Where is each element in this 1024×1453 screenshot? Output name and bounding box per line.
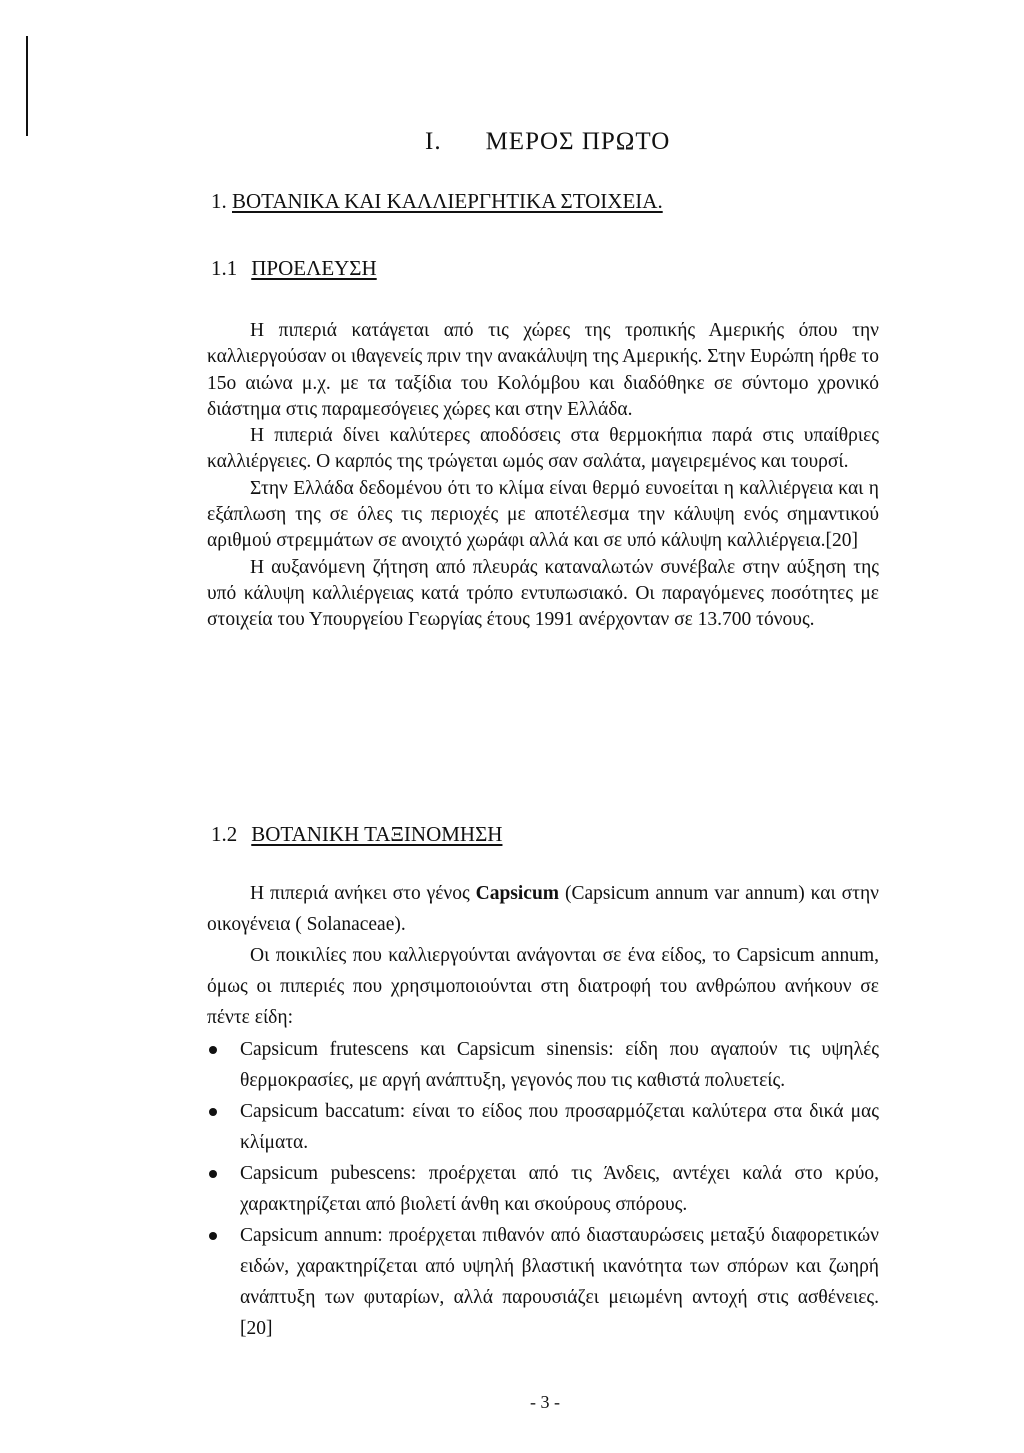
part-number: I.	[425, 128, 442, 155]
list-item-text: Capsicum pubescens: προέρχεται από τις Άνδεις, αντέχει καλά στο κρύο, χαρακτηρίζεται από βιολετί άνθη και σκούρους σπόρους.	[240, 1163, 879, 1215]
bullet-icon	[209, 1046, 217, 1054]
section-number: 1.2	[211, 822, 238, 846]
list-item	[207, 1158, 879, 1220]
bullet-icon	[209, 1108, 217, 1116]
paragraph: Οι ποικιλίες που καλλιεργούνται ανάγονται σε ένα είδος, το Capsicum annum, όμως οι πιπεριές που χρησιμοποιούνται στη διατροφή του ανθρώπου ανήκουν σε πέντε είδη:	[207, 945, 879, 1028]
chapter-title: ΒΟΤΑΝΙΚΑ ΚΑΙ ΚΑΛΛΙΕΡΓΗΤΙΚΑ ΣΤΟΙΧΕΙΑ.	[232, 189, 663, 213]
list-item	[207, 1034, 879, 1096]
page-number: - 3 -	[530, 1392, 560, 1412]
section-heading-origin	[211, 256, 377, 281]
section-heading-taxonomy	[211, 822, 502, 847]
part-title: ΜΕΡΟΣ ΠΡΩΤΟ	[485, 128, 671, 155]
paragraph: Η αυξανόμενη ζήτηση από πλευράς καταναλωτών συνέβαλε στην αύξηση της υπό κάλυψη καλλιέργειας κατά τρόπο εντυπωσιακό. Οι παραγόμενες ποσότητες με στοιχεία του Υπουργείου Γεωργίας έτους 1991 ανέρχονταν σε 13.700 τόνους.	[207, 556, 879, 631]
taxonomy-section-body	[207, 878, 879, 1033]
list-item-text: Capsicum frutescens και Capsicum sinensis: είδη που αγαπούν τις υψηλές θερμοκρασίες, με αργή ανάπτυξη, γεγονός που τις καθιστά πολυετείς.	[240, 1039, 879, 1091]
paragraph	[207, 878, 879, 940]
origin-section-body	[207, 318, 879, 634]
paragraph: Η πιπεριά κατάγεται από τις χώρες της τροπικής Αμερικής όπου την καλλιεργούσαν οι ιθαγενείς πριν την ανακάλυψη της Αμερικής. Στην Ευρώπη ήρθε το 15ο αιώνα μ.χ. με τα ταξίδια του Κολόμβου και διαδόθηκε σε σύντομο χρονικό διάστημα στις παραμεσόγειες χώρες και στην Ελλάδα.	[207, 320, 879, 420]
species-list	[207, 1034, 879, 1344]
intro-text: Η πιπεριά ανήκει στο γένος	[250, 883, 470, 904]
bullet-icon	[209, 1232, 217, 1240]
part-heading	[425, 128, 670, 156]
scan-margin-line	[26, 36, 28, 136]
section-number: 1.1	[211, 256, 238, 280]
bullet-icon	[209, 1170, 217, 1178]
intro-text: (Capsicum annum var annum) και στην οικογένεια ( Solanaceae).	[207, 883, 879, 935]
genus-name: Capsicum	[475, 883, 560, 904]
chapter-number: 1.	[211, 189, 227, 213]
chapter-heading	[211, 189, 663, 214]
list-item	[207, 1220, 879, 1344]
list-item	[207, 1096, 879, 1158]
list-item-text: Capsicum annum: προέρχεται πιθανόν από διασταυρώσεις μεταξύ διαφορετικών ειδών, χαρακτηρίζεται από υψηλή βλαστική ικανότητα των σπόρων και ζωηρή ανάπτυξη των φυταρίων, αλλά παρουσιάζει μειωμένη αντοχή στις ασθένειες. [20]	[240, 1225, 879, 1339]
paragraph: Η πιπεριά δίνει καλύτερες αποδόσεις στα θερμοκήπια παρά στις υπαίθριες καλλιέργειες. Ο καρπός της τρώγεται ωμός σαν σαλάτα, μαγειρεμένος και τουρσί.	[207, 425, 879, 473]
list-item-text: Capsicum baccatum: είναι το είδος που προσαρμόζεται καλύτερα στα δικά μας κλίματα.	[240, 1101, 879, 1153]
paragraph: Στην Ελλάδα δεδομένου ότι το κλίμα είναι θερμό ευνοείται η καλλιέργεια και η εξάπλωση της σε όλες τις περιοχές με αποτέλεσμα την κάλυψη ενός σημαντικού αριθμού στρεμμάτων σε ανοιχτό χωράφι αλλά και σε υπό κάλυψη καλλιέργεια.[20]	[207, 477, 879, 552]
section-title: ΠΡΟΕΛΕΥΣΗ	[251, 256, 377, 280]
section-title: ΒΟΤΑΝΙΚΗ ΤΑΞΙΝΟΜΗΣΗ	[251, 822, 503, 846]
